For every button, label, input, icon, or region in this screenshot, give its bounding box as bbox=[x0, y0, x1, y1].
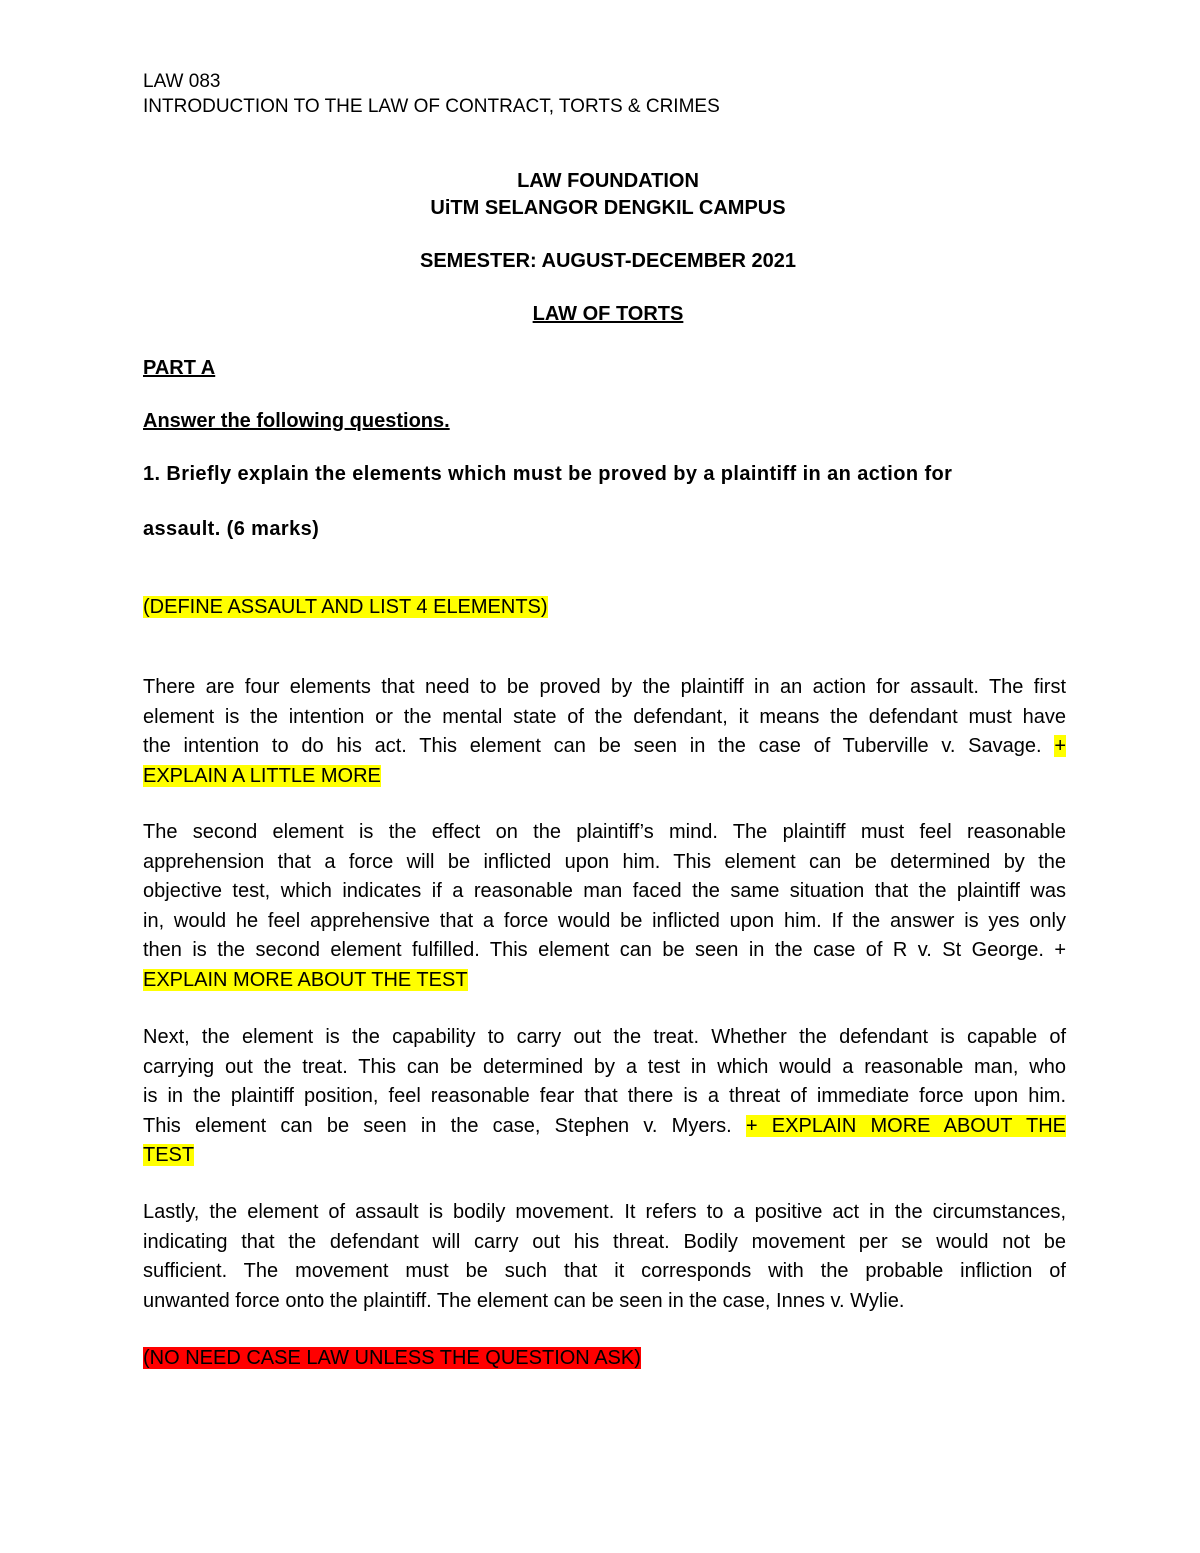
p1-note-highlight: EXPLAIN A LITTLE MORE bbox=[143, 764, 381, 787]
p3-line-1: Next, the element is the capability to carry out the treat. Whether the defendant is capable of bbox=[143, 1026, 1066, 1048]
p1-plus-highlight: + bbox=[1054, 735, 1066, 757]
semester-title: SEMESTER: AUGUST-DECEMBER 2021 bbox=[420, 250, 796, 272]
p3-line-2: carrying out the treat. This can be determined by a test in which would a reasonable man, who bbox=[143, 1055, 1066, 1078]
p2-line-1: The second element is the effect on the plaintiff’s mind. The plaintiff must feel reasonable bbox=[143, 821, 1066, 843]
p4-line-1: Lastly, the element of assault is bodily movement. It refers to a positive act in the circumstances, bbox=[143, 1201, 1066, 1223]
p2-line-3: objective test, which indicates if a reasonable man faced the same situation that the plaintiff was bbox=[143, 880, 1066, 902]
p4-line-3: sufficient. The movement must be such that it corresponds with the probable infliction of bbox=[143, 1260, 1066, 1282]
p1-line-3-text: the intention to do his act. This element can be seen in the case of Tuberville v. Savage. bbox=[143, 735, 1042, 757]
paragraph-3 bbox=[143, 1023, 1066, 1171]
paragraph-4 bbox=[143, 1198, 1066, 1316]
p1-line-2: element is the intention or the mental state of the defendant, it means the defendant must have bbox=[143, 705, 1066, 728]
campus-title: UiTM SELANGOR DENGKIL CAMPUS bbox=[430, 197, 786, 219]
p3-line-4-text: This element can be seen in the case, Stephen v. Myers. bbox=[143, 1114, 732, 1137]
hint-highlight: (DEFINE ASSAULT AND LIST 4 ELEMENTS) bbox=[143, 596, 548, 618]
final-note bbox=[143, 1345, 641, 1371]
p4-line-4: unwanted force onto the plaintiff. The element can be seen in the case, Innes v. Wylie. bbox=[143, 1289, 905, 1312]
p1-line-3 bbox=[143, 732, 1066, 762]
p3-line-5 bbox=[143, 1141, 1066, 1171]
p2-note-highlight: EXPLAIN MORE ABOUT THE TEST bbox=[143, 968, 468, 991]
p3-note-highlight-b: TEST bbox=[143, 1144, 195, 1166]
p3-note-highlight-a: + EXPLAIN MORE ABOUT THE bbox=[745, 1114, 1066, 1137]
paragraph-1 bbox=[143, 673, 1066, 791]
p1-line-4 bbox=[143, 762, 1066, 792]
p2-line-5: then is the second element fulfilled. This element can be seen in the case of R v. St George. + bbox=[143, 939, 1066, 961]
question-line-2: assault. (6 marks) bbox=[143, 518, 320, 540]
part-heading bbox=[143, 355, 215, 381]
course-code: LAW 083 bbox=[143, 71, 221, 92]
course-title: INTRODUCTION TO THE LAW OF CONTRACT, TORTS & CRIMES bbox=[143, 96, 720, 117]
hint-note bbox=[143, 594, 548, 620]
p2-line-2: apprehension that a force will be inflicted upon him. This element can be determined by the bbox=[143, 850, 1066, 873]
instruction-text: Answer the following questions. bbox=[143, 410, 450, 432]
part-heading-text: PART A bbox=[143, 357, 216, 379]
final-note-highlight: (NO NEED CASE LAW UNLESS THE QUESTION ASK) bbox=[143, 1347, 641, 1369]
p2-line-6 bbox=[143, 966, 1066, 996]
p2-line-4: in, would he feel apprehensive that a force would be inflicted upon him. If the answer is yes only bbox=[143, 909, 1066, 932]
program-title: LAW FOUNDATION bbox=[517, 170, 699, 192]
p3-line-4 bbox=[143, 1112, 1066, 1142]
question-line-1: 1. Briefly explain the elements which must be proved by a plaintiff in an action for bbox=[143, 463, 953, 485]
p4-line-2: indicating that the defendant will carry out his threat. Bodily movement per se would not be bbox=[143, 1230, 1066, 1253]
subject-title bbox=[0, 301, 1200, 327]
paragraph-2 bbox=[143, 818, 1066, 995]
p1-line-1: There are four elements that need to be proved by the plaintiff in an action for assault. The first bbox=[143, 676, 1066, 698]
p3-line-3: is in the plaintiff position, feel reasonable fear that there is a threat of immediate force upon him. bbox=[143, 1085, 1066, 1107]
subject-title-text: LAW OF TORTS bbox=[532, 303, 684, 325]
instruction bbox=[143, 408, 450, 434]
